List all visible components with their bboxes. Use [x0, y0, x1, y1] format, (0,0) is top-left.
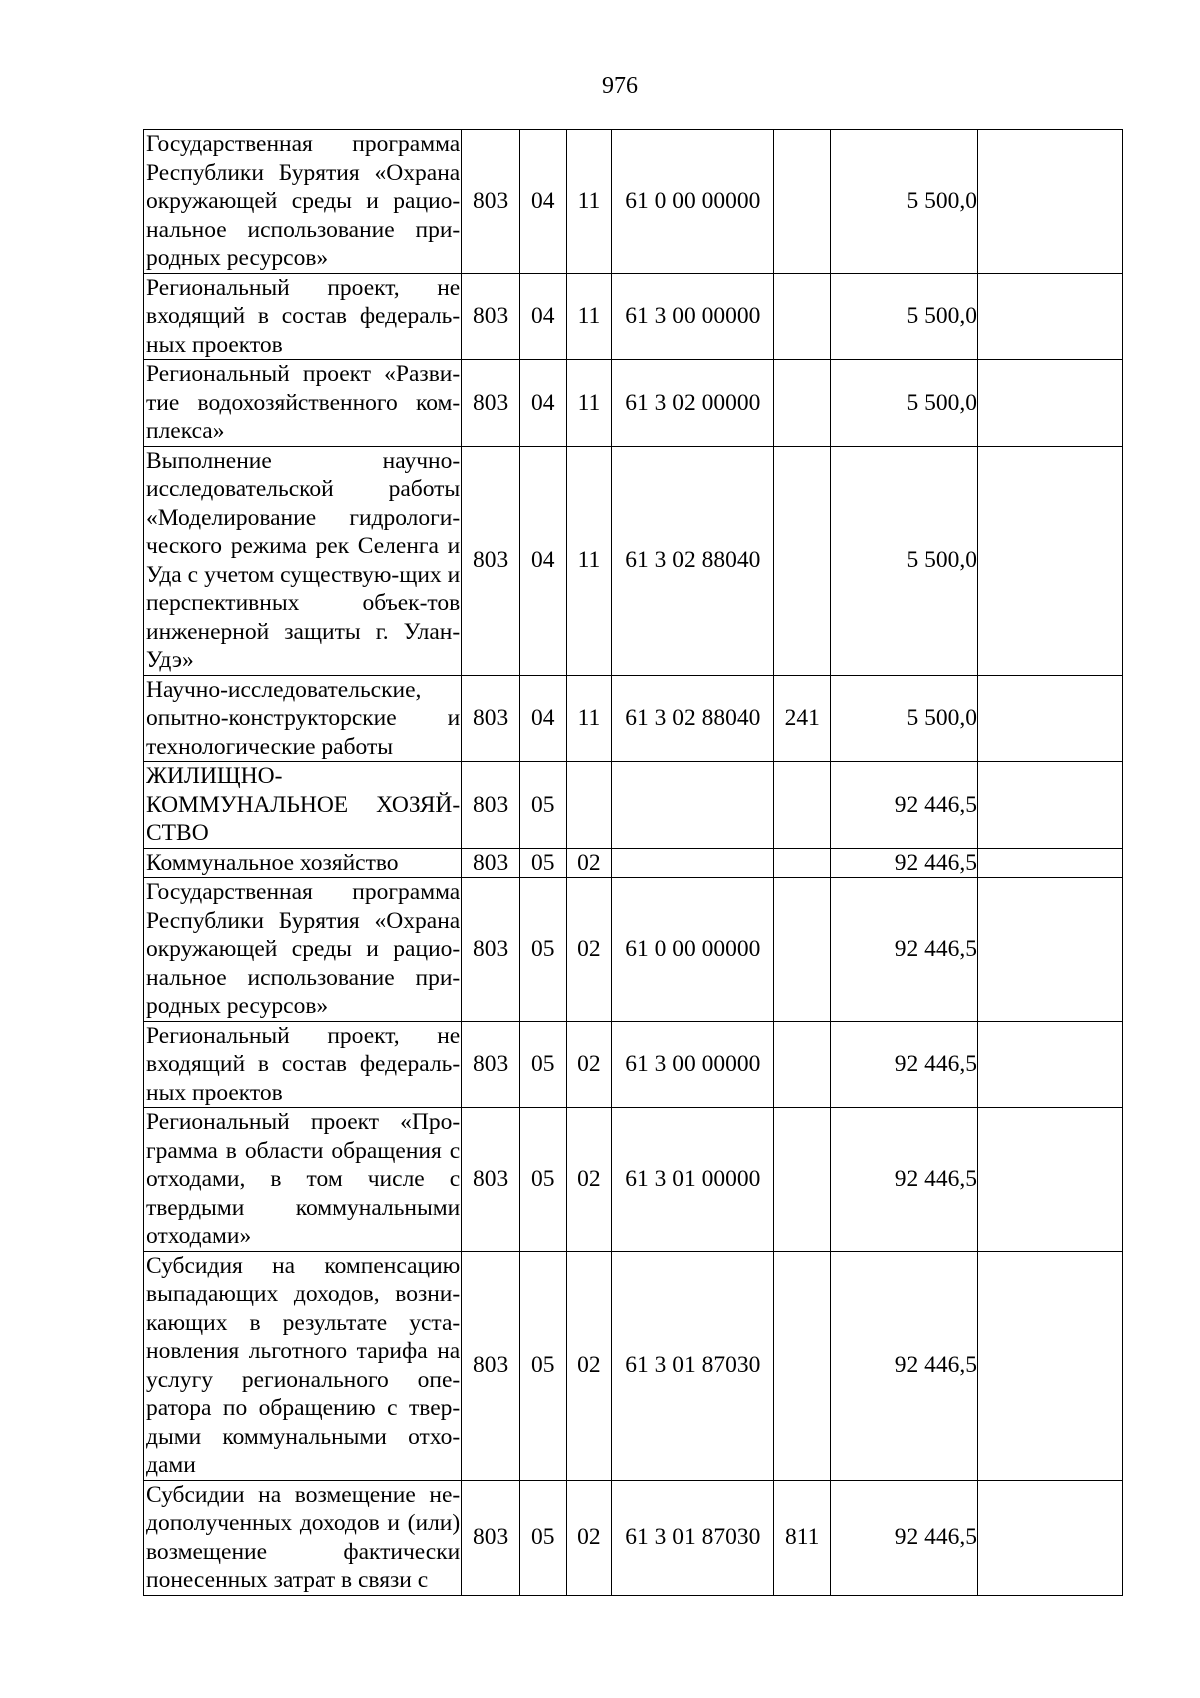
expense-type-cell: [774, 1021, 831, 1108]
target-article-cell: 61 3 01 87030: [612, 1480, 774, 1595]
table-row: [144, 446, 1123, 675]
row-name-cell: Региональный проект, не входящий в состав федераль-ных проектов: [144, 273, 462, 360]
subsection-code-cell: 02: [566, 1021, 612, 1108]
ministry-code-cell: 803: [462, 1251, 520, 1480]
table-row: [144, 130, 1123, 274]
row-name-cell: Региональный проект «Разви-тие водохозяйственного ком-плекса»: [144, 360, 462, 447]
subsection-code-cell: 11: [566, 130, 612, 274]
row-name-cell: Научно-исследовательские, опытно-конструкторские и технологические работы: [144, 675, 462, 762]
amount-cell: 92 446,5: [831, 848, 978, 878]
section-code-cell: 04: [519, 360, 566, 447]
table-row: [144, 360, 1123, 447]
row-name-cell: Государственная программа Республики Бурятия «Охрана окружающей среды и рацио-нальное использование при-родных ресурсов»: [144, 878, 462, 1022]
section-code-cell: 04: [519, 446, 566, 675]
table-row: [144, 762, 1123, 849]
expense-type-cell: [774, 360, 831, 447]
section-code-cell: 05: [519, 1108, 566, 1252]
row-name-cell: ЖИЛИЩНО-КОММУНАЛЬНОЕ ХОЗЯЙ-СТВО: [144, 762, 462, 849]
section-code-cell: 05: [519, 878, 566, 1022]
target-article-cell: 61 3 02 00000: [612, 360, 774, 447]
expense-type-cell: [774, 1108, 831, 1252]
ministry-code-cell: 803: [462, 1480, 520, 1595]
extra-amount-cell: [978, 675, 1123, 762]
amount-cell: 92 446,5: [831, 878, 978, 1022]
extra-amount-cell: [978, 848, 1123, 878]
subsection-code-cell: [566, 762, 612, 849]
extra-amount-cell: [978, 360, 1123, 447]
target-article-cell: 61 0 00 00000: [612, 878, 774, 1022]
target-article-cell: 61 0 00 00000: [612, 130, 774, 274]
row-name-cell: Субсидия на компенсацию выпадающих доходов, возни-кающих в результате уста-новления льготного тарифа на услугу регионального опе-ратора по обращению с твер-дыми коммунальными отхо-дами: [144, 1251, 462, 1480]
expense-type-cell: [774, 762, 831, 849]
table-row: [144, 848, 1123, 878]
expense-type-cell: [774, 848, 831, 878]
target-article-cell: 61 3 02 88040: [612, 446, 774, 675]
section-code-cell: 04: [519, 273, 566, 360]
row-name-cell: Региональный проект «Про-грамма в области обращения с отходами, в том числе с твердыми коммунальными отходами»: [144, 1108, 462, 1252]
table-row: [144, 1480, 1123, 1595]
subsection-code-cell: 11: [566, 273, 612, 360]
ministry-code-cell: 803: [462, 878, 520, 1022]
ministry-code-cell: 803: [462, 1021, 520, 1108]
page-number: 976: [602, 73, 638, 99]
target-article-cell: 61 3 00 00000: [612, 273, 774, 360]
ministry-code-cell: 803: [462, 446, 520, 675]
amount-cell: 92 446,5: [831, 1480, 978, 1595]
extra-amount-cell: [978, 1108, 1123, 1252]
extra-amount-cell: [978, 273, 1123, 360]
amount-cell: 92 446,5: [831, 1108, 978, 1252]
section-code-cell: 05: [519, 762, 566, 849]
ministry-code-cell: 803: [462, 273, 520, 360]
expense-type-cell: 241: [774, 675, 831, 762]
table-row: [144, 1021, 1123, 1108]
table-body: [144, 130, 1123, 1596]
extra-amount-cell: [978, 878, 1123, 1022]
table-row: [144, 1251, 1123, 1480]
section-code-cell: 05: [519, 1021, 566, 1108]
ministry-code-cell: 803: [462, 675, 520, 762]
subsection-code-cell: 02: [566, 1108, 612, 1252]
row-name-cell: Государственная программа Республики Бурятия «Охрана окружающей среды и рацио-нальное использование при-родных ресурсов»: [144, 130, 462, 274]
section-code-cell: 05: [519, 1480, 566, 1595]
subsection-code-cell: 02: [566, 848, 612, 878]
ministry-code-cell: 803: [462, 360, 520, 447]
target-article-cell: 61 3 01 87030: [612, 1251, 774, 1480]
budget-table: [143, 129, 1123, 1596]
section-code-cell: 05: [519, 1251, 566, 1480]
ministry-code-cell: 803: [462, 762, 520, 849]
expense-type-cell: [774, 878, 831, 1022]
row-name-cell: Выполнение научно-исследовательской работы «Моделирование гидрологи-ческого режима рек Селенга и Уда с учетом существую-щих и перспективных объек-тов инженерной защиты г. Улан-Удэ»: [144, 446, 462, 675]
expense-type-cell: [774, 1251, 831, 1480]
target-article-cell: 61 3 01 00000: [612, 1108, 774, 1252]
amount-cell: 92 446,5: [831, 762, 978, 849]
section-code-cell: 04: [519, 675, 566, 762]
target-article-cell: [612, 762, 774, 849]
table-row: [144, 273, 1123, 360]
subsection-code-cell: 02: [566, 1251, 612, 1480]
extra-amount-cell: [978, 446, 1123, 675]
extra-amount-cell: [978, 1021, 1123, 1108]
amount-cell: 92 446,5: [831, 1021, 978, 1108]
expense-type-cell: [774, 446, 831, 675]
amount-cell: 5 500,0: [831, 360, 978, 447]
row-name-cell: Региональный проект, не входящий в состав федераль-ных проектов: [144, 1021, 462, 1108]
target-article-cell: 61 3 02 88040: [612, 675, 774, 762]
expense-type-cell: 811: [774, 1480, 831, 1595]
ministry-code-cell: 803: [462, 848, 520, 878]
amount-cell: 5 500,0: [831, 675, 978, 762]
subsection-code-cell: 11: [566, 446, 612, 675]
amount-cell: 5 500,0: [831, 446, 978, 675]
target-article-cell: [612, 848, 774, 878]
expense-type-cell: [774, 130, 831, 274]
amount-cell: 5 500,0: [831, 130, 978, 274]
extra-amount-cell: [978, 1251, 1123, 1480]
row-name-cell: Субсидии на возмещение не-дополученных доходов и (или) возмещение фактически понесенных затрат в связи с: [144, 1480, 462, 1595]
table-row: [144, 1108, 1123, 1252]
section-code-cell: 05: [519, 848, 566, 878]
subsection-code-cell: 11: [566, 675, 612, 762]
expense-type-cell: [774, 273, 831, 360]
extra-amount-cell: [978, 762, 1123, 849]
subsection-code-cell: 02: [566, 878, 612, 1022]
section-code-cell: 04: [519, 130, 566, 274]
amount-cell: 5 500,0: [831, 273, 978, 360]
ministry-code-cell: 803: [462, 130, 520, 274]
table-row: [144, 878, 1123, 1022]
subsection-code-cell: 02: [566, 1480, 612, 1595]
subsection-code-cell: 11: [566, 360, 612, 447]
ministry-code-cell: 803: [462, 1108, 520, 1252]
extra-amount-cell: [978, 1480, 1123, 1595]
extra-amount-cell: [978, 130, 1123, 274]
target-article-cell: 61 3 00 00000: [612, 1021, 774, 1108]
row-name-cell: Коммунальное хозяйство: [144, 848, 462, 878]
amount-cell: 92 446,5: [831, 1251, 978, 1480]
table-row: [144, 675, 1123, 762]
